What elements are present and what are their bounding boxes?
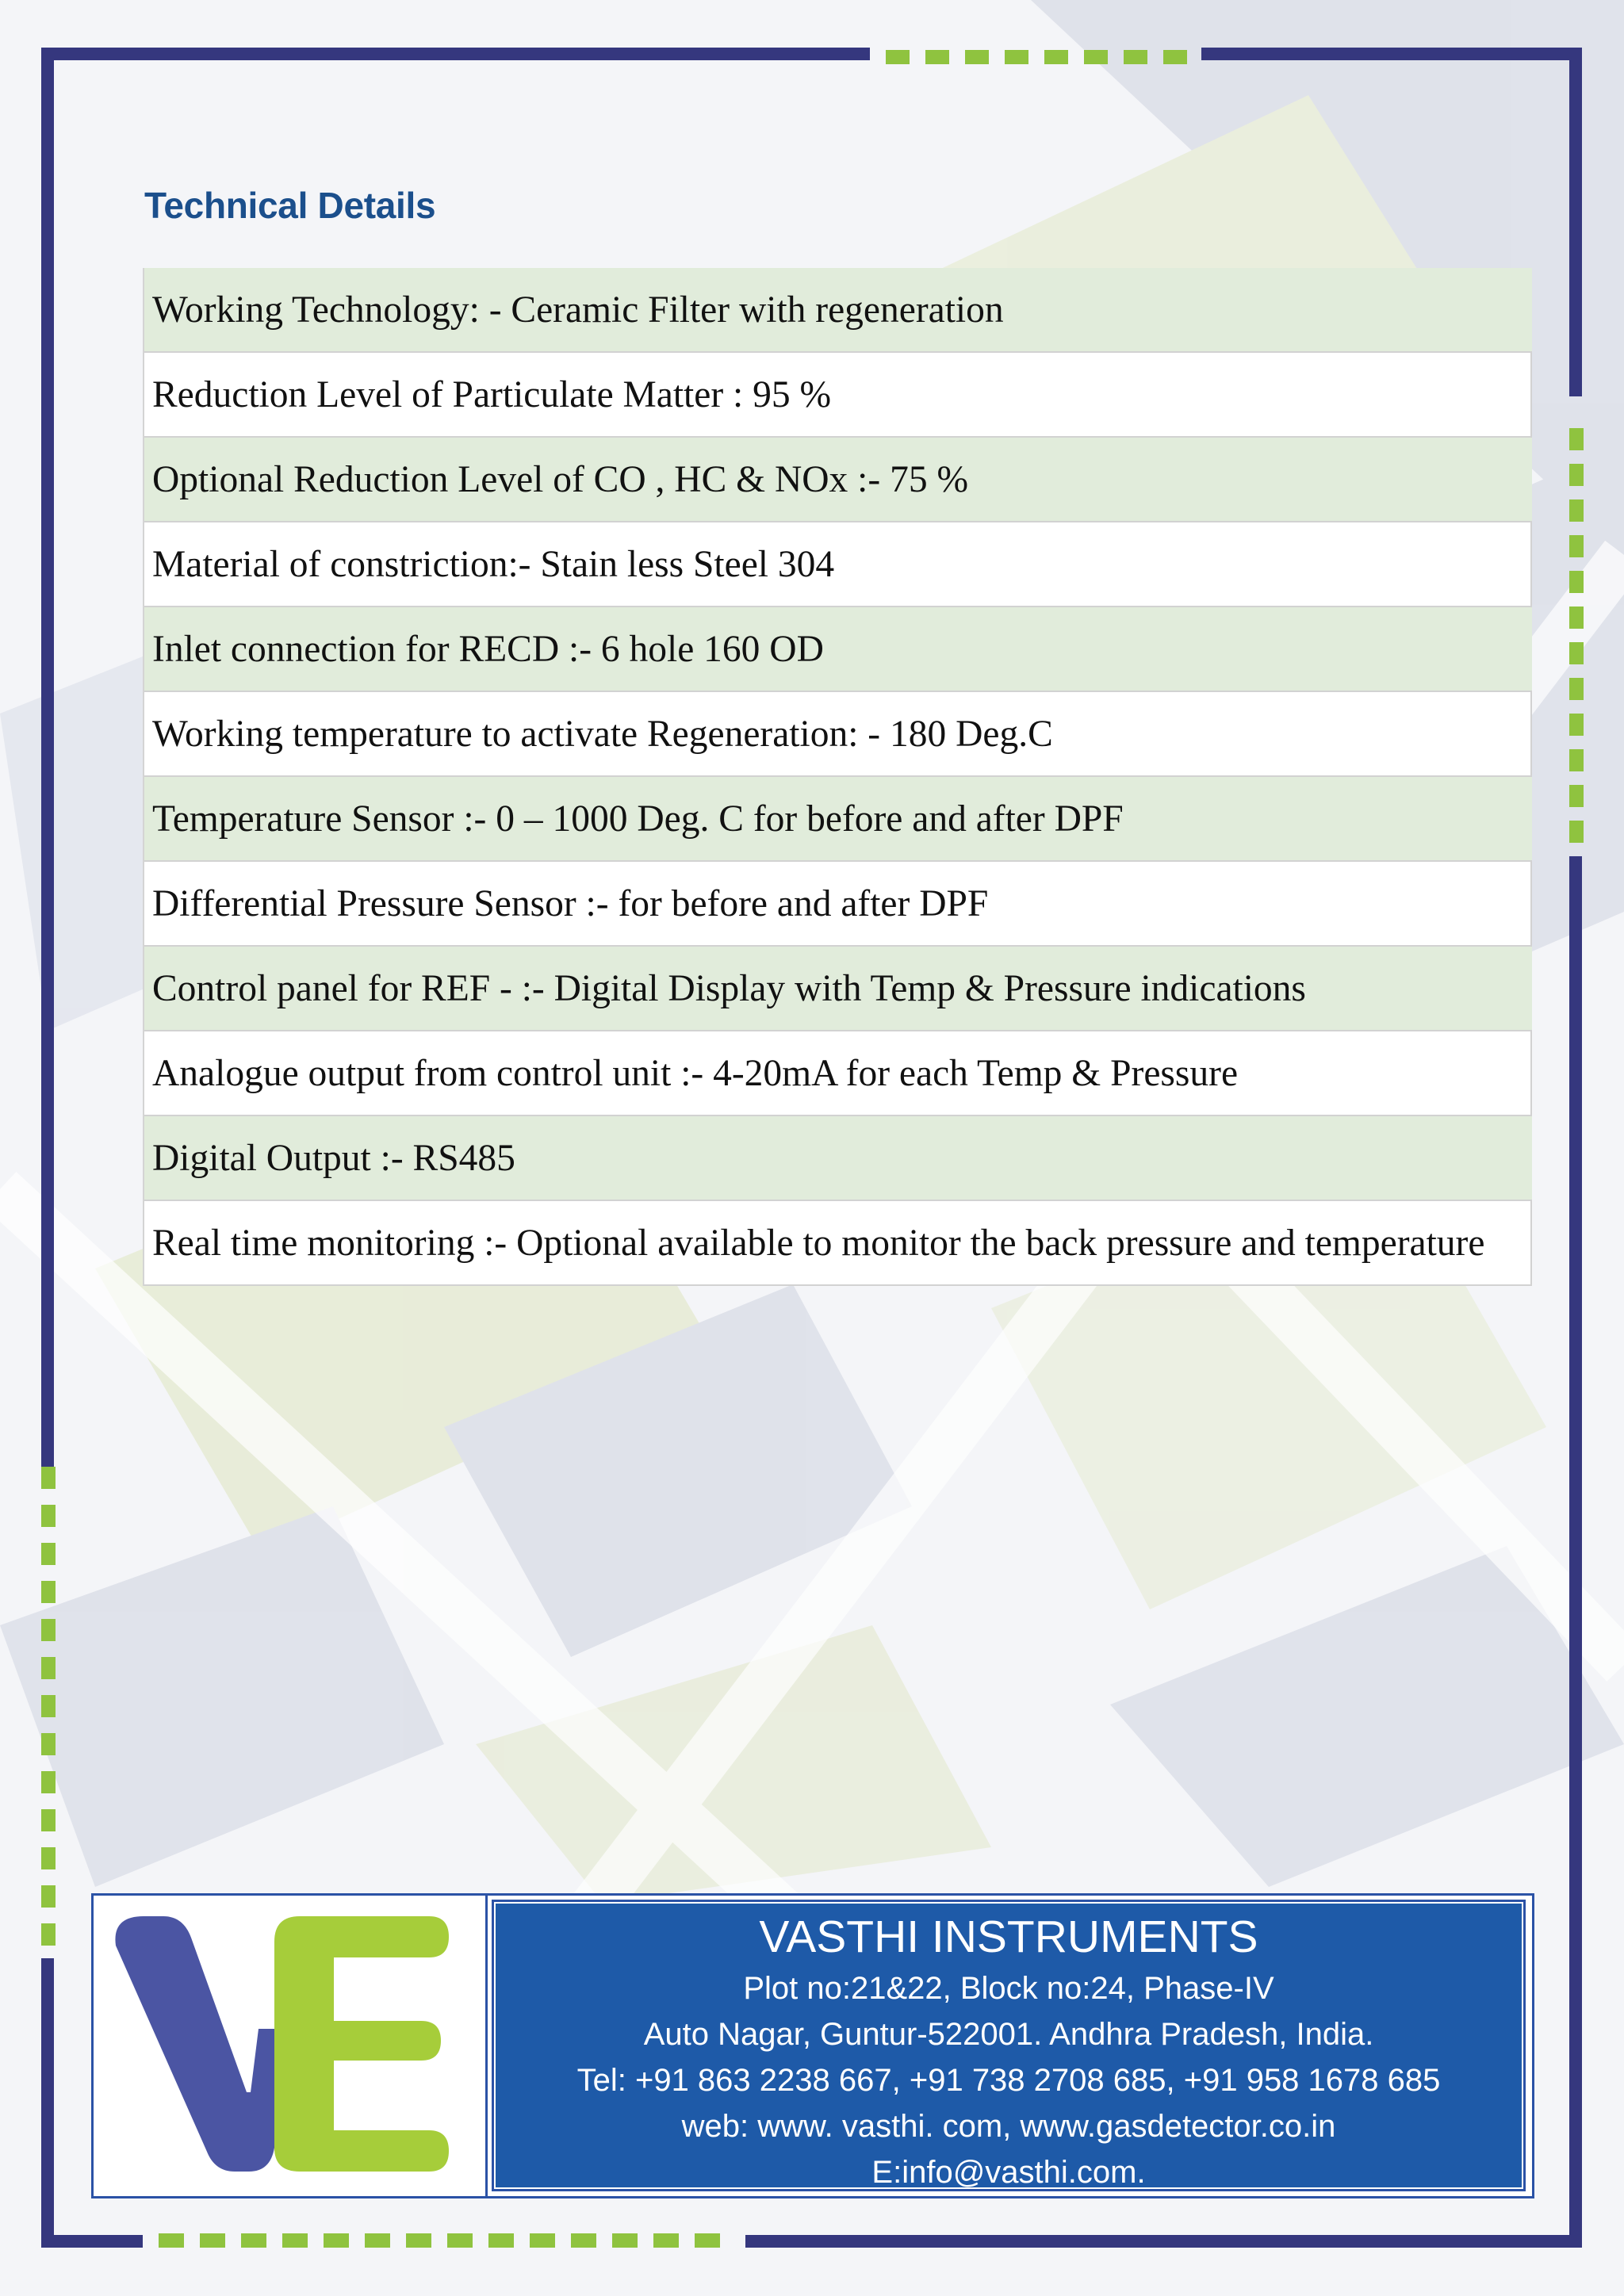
company-name: VASTHI INSTRUMENTS [759, 1911, 1258, 1962]
address-line: Plot no:21&22, Block no:24, Phase-IV [743, 1971, 1274, 2006]
frame-top-left [41, 48, 870, 60]
spec-row: Working Technology: - Ceramic Filter with regeneration [144, 268, 1532, 353]
phone-numbers: Tel: +91 863 2238 667, +91 738 2708 685, +91 958 1678 685 [576, 2063, 1441, 2098]
frame-bottom-right [745, 2235, 1582, 2248]
contact-box [494, 1902, 1523, 2189]
frame-left-lower [41, 1958, 54, 2248]
frame-bottom-left [41, 2235, 143, 2248]
spec-row: Control panel for REF - :- Digital Display with Temp & Pressure indications [144, 947, 1532, 1031]
spec-row: Digital Output :- RS485 [144, 1116, 1532, 1201]
frame-left-upper [41, 48, 54, 1475]
spec-row: Working temperature to activate Regeneration: - 180 Deg.C [144, 692, 1532, 777]
spec-table [143, 268, 1532, 1286]
frame-right-upper [1569, 48, 1582, 396]
spec-row: Differential Pressure Sensor :- for before and after DPF [144, 862, 1532, 947]
spec-row: Material of constriction:- Stain less Steel 304 [144, 522, 1532, 607]
footer-divider [485, 1896, 488, 2196]
spec-row: Reduction Level of Particulate Matter : 95 % [144, 353, 1532, 438]
frame-right-lower [1569, 856, 1582, 2248]
section-title: Technical Details [144, 185, 436, 226]
spec-row: Real time monitoring :- Optional available to monitor the back pressure and temperature [144, 1201, 1532, 1286]
frame-top-right [1201, 48, 1582, 60]
website-links[interactable]: web: www. vasthi. com, www.gasdetector.co.in [681, 2109, 1336, 2144]
spec-row: Inlet connection for RECD :- 6 hole 160 OD [144, 607, 1532, 692]
address-line: Auto Nagar, Guntur-522001. Andhra Pradesh, India. [643, 2017, 1374, 2052]
company-logo [108, 1910, 457, 2179]
spec-row: Optional Reduction Level of CO , HC & NOx :- 75 % [144, 438, 1532, 522]
spec-row: Temperature Sensor :- 0 – 1000 Deg. C for before and after DPF [144, 777, 1532, 862]
company-footer [91, 1893, 1534, 2198]
email-address[interactable]: E:info@vasthi.com. [871, 2155, 1146, 2190]
spec-row: Analogue output from control unit :- 4-20mA for each Temp & Pressure [144, 1031, 1532, 1116]
